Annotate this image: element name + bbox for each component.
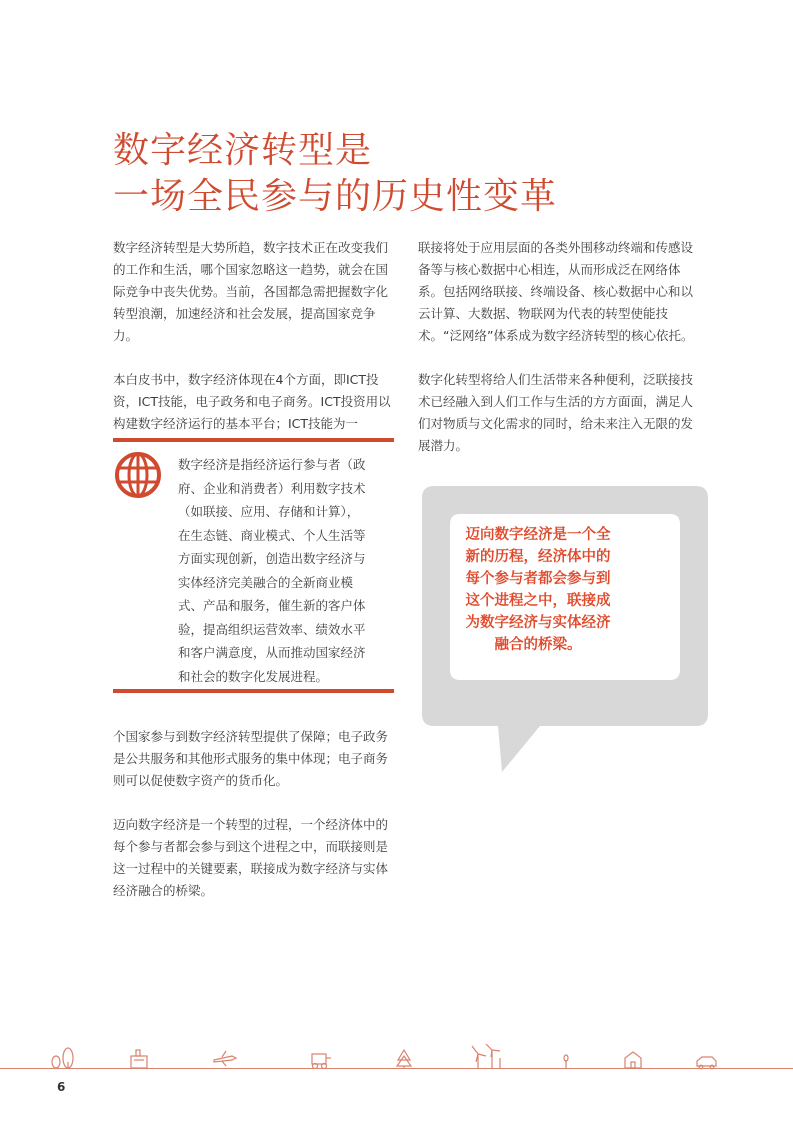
definition-text [113,453,394,688]
quote-line: 迈向数字经济是一个全 [465,527,611,543]
right-column [418,237,700,479]
quote-line: 这个进程之中，联接成 [465,593,611,609]
quote-line: 融合的桥梁。 [494,637,582,653]
left-column [113,237,395,435]
title-line-2: 一场全民参与的历史性变革 [113,176,558,217]
definition-box [113,438,394,695]
definition-line: 和社会的数字化发展进程。 [178,668,329,684]
definition-line: 和客户满意度，从而推动国家经济 [178,645,366,660]
right-paragraph-1: 联接将处于应用层面的各类外围移动终端和传感设备等与核心数据中心相连，从而形成泛在网络体系。包括网络联接、终端设备、核心数据中心和以云计算、大数据、物联网为代表的转型使能技术。“泛网络”体系成为数字经济转型的核心依托。 [418,240,694,343]
page-title [113,128,557,220]
page-number: 6 [57,1080,66,1094]
definition-line: 验，提高组织运营效率、绩效水平 [178,621,366,637]
definition-line: 方面实现创新，创造出数字经济与 [178,551,366,566]
wind-turbine-icon [472,1044,500,1069]
box-bottom-rule [113,689,394,693]
definition-line: 府、企业和消费者）利用数字技术 [178,480,366,496]
quote-line: 为数字经济与实体经济 [465,615,611,631]
title-line-1: 数字经济转型是 [113,130,373,171]
quote-line: 每个参与者都会参与到 [465,571,611,587]
box-top-rule [113,438,394,442]
left-paragraph-3: 个国家参与到数字经济转型提供了保障；电子政务是公共服务和其他形式服务的集中体现；电子商务则可以促使数字资产的货币化。 [113,729,389,788]
pull-quote [450,524,626,656]
definition-line: 实体经济完美融合的全新商业模 [178,574,354,590]
definition-line: 在生态链、商业模式、个人生活等 [178,527,366,543]
definition-line: （如联接、应用、存储和计算）， [178,504,360,519]
factory-icon [131,1050,147,1068]
tree-icon [52,1048,73,1068]
right-paragraph-2: 数字化转型将给人们生活带来各种便利，泛联接技术已经融入到人们工作与生活的方方面面，满足人们对物质与文化需求的同时，给未来注入无限的发展潜力。 [418,372,694,453]
pine-tree-icon [397,1050,411,1069]
left-paragraph-4: 迈向数字经济是一个转型的过程，一个经济体中的每个参与者都会参与到这个进程之中，而联接则是这一过程中的关键要素，联接成为数字经济与实体经济融合的桥梁。 [113,817,389,898]
sprout-icon [564,1055,568,1068]
left-paragraph-2: 本白皮书中，数字经济体现在4个方面，即ICT投资，ICT技能，电子政务和电子商务。ICT投资用以构建数字经济运行的基本平台；ICT技能为一 [113,372,391,431]
tractor-icon [312,1054,331,1069]
definition-line: 数字经济是指经济运行参与者（政 [178,457,366,472]
footer-illustration [0,1044,793,1070]
footer-rule [0,1068,793,1069]
left-paragraph-1: 数字经济转型是大势所趋，数字技术正在改变我们的工作和生活，哪个国家忽略这一趋势，就会在国际竞争中丧失优势。当前，各国都急需把握数字化转型浪潮，加速经济和社会发展，提高国家竞争力。 [113,240,389,343]
quote-line: 新的历程，经济体中的 [465,549,611,565]
airplane-icon [214,1051,236,1066]
house-icon [625,1052,641,1068]
left-column-lower [113,726,395,924]
definition-line: 式、产品和服务，催生新的客户体 [178,598,366,613]
